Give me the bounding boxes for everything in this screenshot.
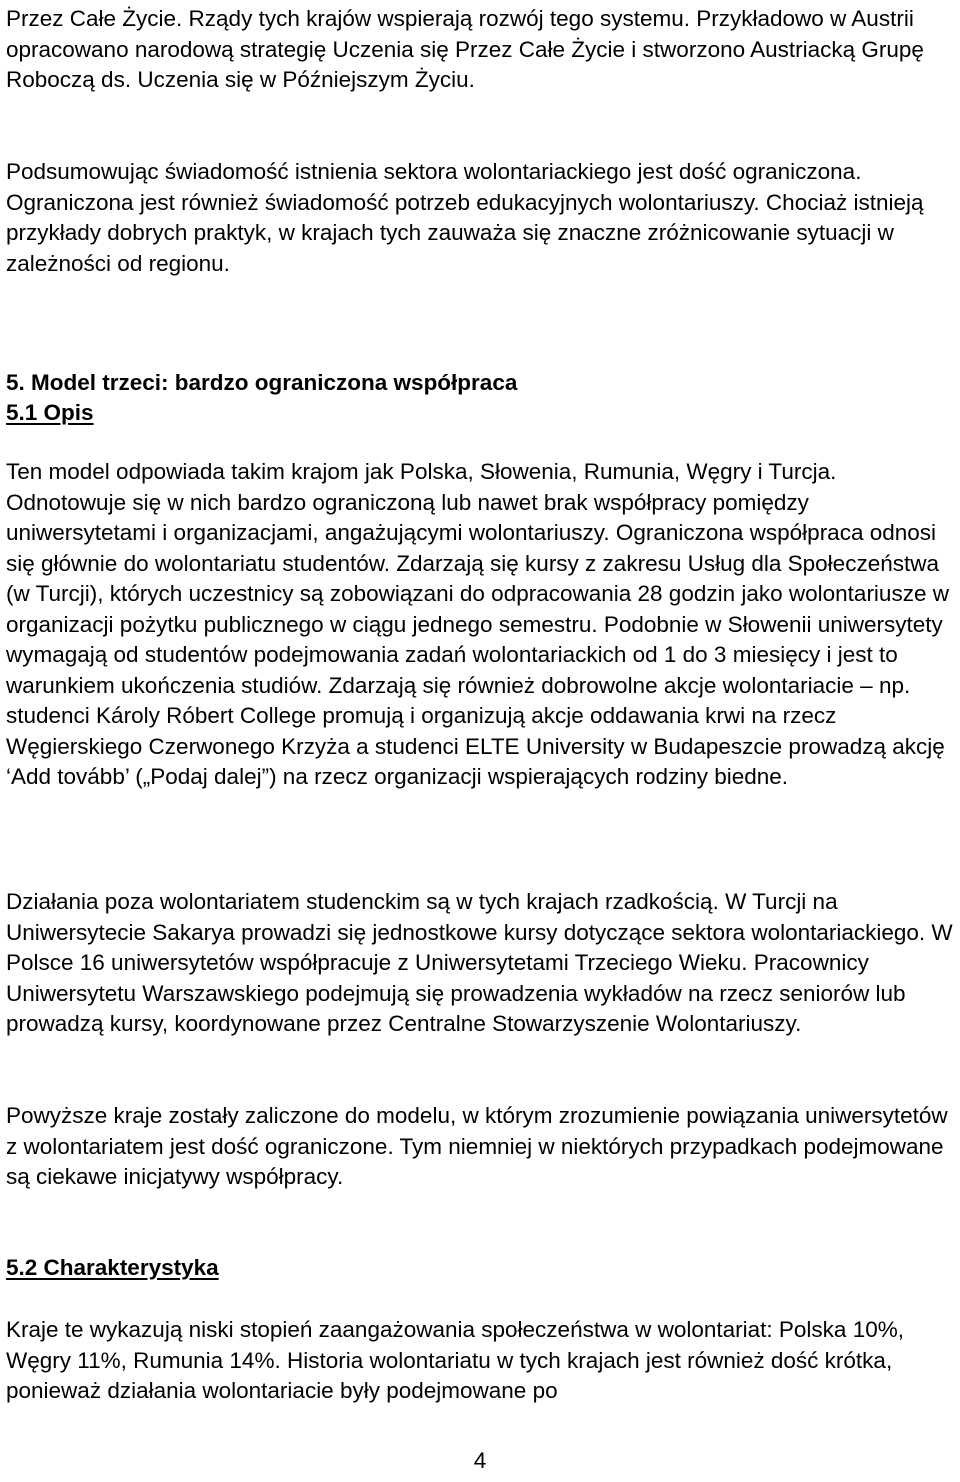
description-paragraph: Ten model odpowiada takim krajom jak Polska, Słowenia, Rumunia, Węgry i Turcja. Odnotowuje się w nich bardzo ograniczoną lub nawet brak współpracy pomiędzy uniwersytetami i organizacjami, angażującymi wolontariuszy. Ograniczona współpraca odnosi się głównie do wolontariatu studentów. Zdarzają się kursy z zakresu Usług dla Społeczeństwa (w Turcji), których uczestnicy są zobowiązani do odpracowania 28 godzin jako wolontariusze w organizacji pożytku publicznego w ciągu jednego semestru. Podobnie w Słowenii uniwersytety wymagają od studentów podejmowania zadań wolontariackich od 1 do 3 miesięcy i jest to warunkiem ukończenia studiów. Zdarzają się również dobrowolne akcje wolontariacie – np. studenci Károly Róbert College promują i organizują akcje oddawania krwi na rzecz Węgierskiego Czerwonego Krzyża a studenci ELTE University w Budapeszcie prowadzą akcję ‘Add tovább’ („Podaj dalej”) na rzecz organizacji wspierających rodziny biedne.: [6, 459, 949, 789]
continued-paragraph: Przez Całe Życie. Rządy tych krajów wspierają rozwój tego systemu. Przykładowo w Austrii opracowano narodową strategię Uczenia się Przez Całe Życie i stworzono Austriacką Grupę Roboczą ds. Uczenia się w Późniejszym Życiu.: [6, 6, 924, 92]
section-heading: 5. Model trzeci: bardzo ograniczona współpraca: [6, 370, 518, 395]
page-number: 4: [473, 1448, 487, 1473]
activities-paragraph: Działania poza wolontariatem studenckim są w tych krajach rzadkością. W Turcji na Uniwersytecie Sakarya prowadzi się jednostkowe kursy dotyczące sektora wolontariackiego. W Polsce 16 uniwersytetów współpracuje z Uniwersytetami Trzeciego Wieku. Pracownicy Uniwersytetu Warszawskiego podejmują się prowadzenia wykładów na rzecz seniorów lub prowadzą kursy, koordynowane przez Centralne Stowarzyszenie Wolontariuszy.: [6, 889, 953, 1036]
subsection-heading-opis: 5.1 Opis: [6, 400, 94, 425]
summary-paragraph: Podsumowując świadomość istnienia sektora wolontariackiego jest dość ograniczona. Ograniczona jest również świadomość potrzeb edukacyjnych wolontariuszy. Chociaż istnieją przykłady dobrych praktyk, w krajach tych zauważa się znaczne zróżnicowanie sytuacji w zależności od regionu.: [6, 159, 924, 276]
characteristics-paragraph: Kraje te wykazują niski stopień zaangażowania społeczeństwa w wolontariat: Polska 10%, Węgry 11%, Rumunia 14%. Historia wolontariatu w tych krajach jest również dość krótka, ponieważ działania wolontariacie były podejmowane po: [6, 1317, 904, 1403]
subsection-heading-charakterystyka: 5.2 Charakterystyka: [6, 1255, 219, 1280]
conclusion-paragraph: Powyższe kraje zostały zaliczone do modelu, w którym zrozumienie powiązania uniwersytetów z wolontariatem jest dość ograniczone. Tym niemniej w niektórych przypadkach podejmowane są ciekawe inicjatywy współpracy.: [6, 1103, 948, 1189]
